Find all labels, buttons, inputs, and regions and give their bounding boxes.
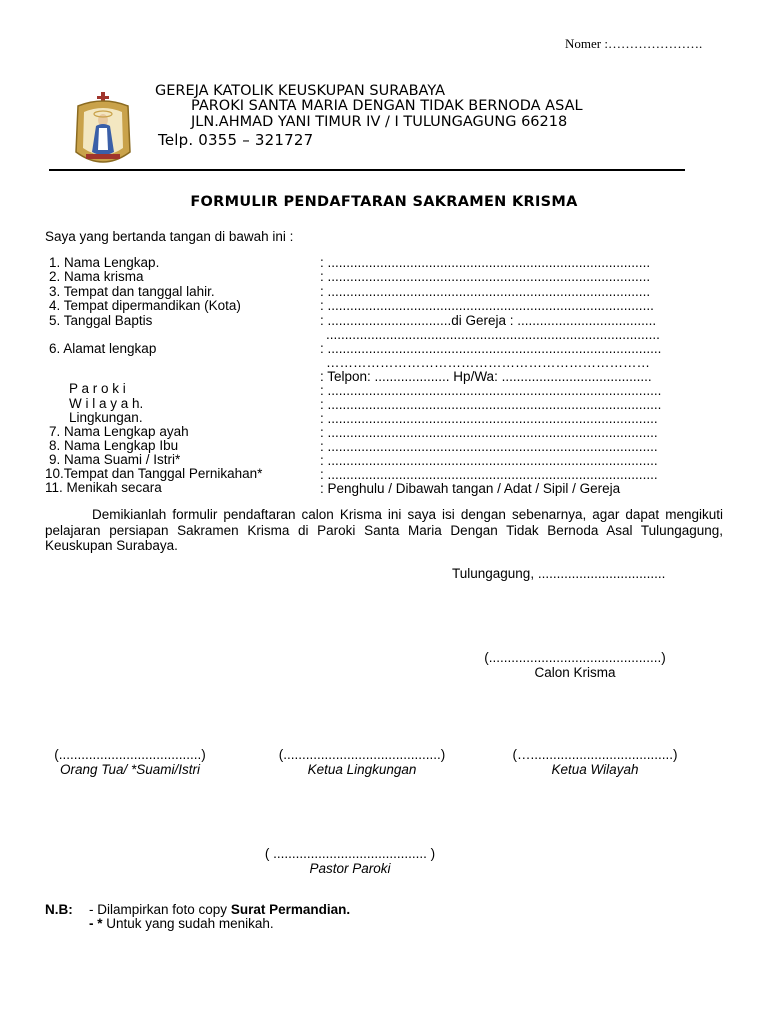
nb-label: N.B: [45,902,73,917]
field-value: : Penghulu / Dibawah tangan / Adat / Sipil / Gereja [320,481,621,496]
field-value: : ......................................................................................... [320,341,662,356]
field-value: : ........................................................................................ [320,467,658,482]
signature-line: ( ......................................... ) [264,846,436,861]
field-label: 2. Nama krisma [49,269,144,284]
field-value: : ......................................................................................... [320,397,662,412]
field-label: 11. Menikah secara [45,480,162,495]
header-parish: PAROKI SANTA MARIA DENGAN TIDAK BERNODA ASAL [191,98,583,114]
field-value-continued: ......................................................................................... [326,327,660,342]
signature-line: (..............................................) [484,650,666,665]
header-divider [49,169,685,171]
field-label: 5. Tanggal Baptis [49,313,153,328]
field-label: Lingkungan. [69,410,143,425]
field-label: 4. Tempat dipermandikan (Kota) [49,298,241,313]
field-label: 1. Nama Lengkap. [49,255,160,270]
field-value: : ........................................................................................ [320,425,658,440]
nb-item1: - Dilampirkan foto copy [89,902,231,917]
signature-line: (..........................................) [278,747,446,762]
signature-role: Ketua Lingkungan [307,762,417,777]
signature-role: Pastor Paroki [309,861,391,876]
field-label: 6. Alamat lengkap [49,341,157,356]
field-value: : ....................................................................................... [320,298,654,313]
nb-item2-prefix: - * [89,916,107,931]
field-value: : ......................................................................................... [320,383,662,398]
field-value-phone: : Telpon: .................... Hp/Wa: ........................................ [320,369,652,384]
signature-role: Orang Tua/ *Suami/Istri [59,762,201,777]
header-diocese: GEREJA KATOLIK KEUSKUPAN SURABAYA [155,83,445,99]
field-label: 7. Nama Lengkap ayah [49,424,189,439]
field-value-continued: ……………………………………………………………… [326,355,650,370]
field-value: : .................................di Gereja : ..................................... [320,313,657,328]
field-value: : ...................................................................................... [320,284,651,299]
nomor-field: Nomer :…………………. [565,36,703,51]
field-label: P a r o k i [69,381,126,396]
field-label: W i l a y a h. [69,396,144,411]
nb-note [45,902,350,917]
field-value: : ...................................................................................... [320,269,651,284]
field-label: 8. Nama Lengkap Ibu [49,438,179,453]
signature-orang-tua [34,747,226,777]
signature-ketua-lingkungan [262,747,462,777]
signature-pastor [246,846,454,876]
field-value: : ...................................................................................... [320,255,651,270]
signature-line: (…......................................) [512,747,678,762]
header-address: JLN.AHMAD YANI TIMUR IV / I TULUNGAGUNG 66218 [191,114,568,130]
field-label: 3. Tempat dan tanggal lahir. [49,284,215,299]
field-value: : ........................................................................................ [320,453,658,468]
field-value: : ........................................................................................ [320,411,658,426]
nb-item1-bold: Surat Permandian. [230,902,351,917]
nb-note-2 [89,916,274,931]
field-label: 9. Nama Suami / Istri* [49,452,181,467]
signature-role: Calon Krisma [534,665,616,680]
field-label: 10.Tempat dan Tanggal Pernikahan* [45,466,263,481]
nb-item2: Untuk yang sudah menikah. [106,916,274,931]
signature-line: (......................................) [54,747,206,762]
declaration-paragraph: Demikianlah formulir pendaftaran calon Krisma ini saya isi dengan sebenarnya, agar dapat mengikuti pelajaran persiapan Sakramen Krisma di Paroki Santa Maria Dengan Tidak Bernoda Asal Tulungagung, Keuskupan Surabaya. [45,507,723,553]
form-title: FORMULIR PENDAFTARAN SAKRAMEN KRISMA [190,194,578,210]
header-phone: Telp. 0355 – 321727 [158,131,314,149]
signature-role: Ketua Wilayah [551,762,639,777]
signature-calon [464,650,686,680]
intro-text: Saya yang bertanda tangan di bawah ini : [45,229,294,244]
place-date: Tulungagung, .................................. [452,566,666,581]
parish-logo [72,92,134,170]
field-value: : ........................................................................................ [320,439,658,454]
signature-ketua-wilayah [493,747,697,777]
